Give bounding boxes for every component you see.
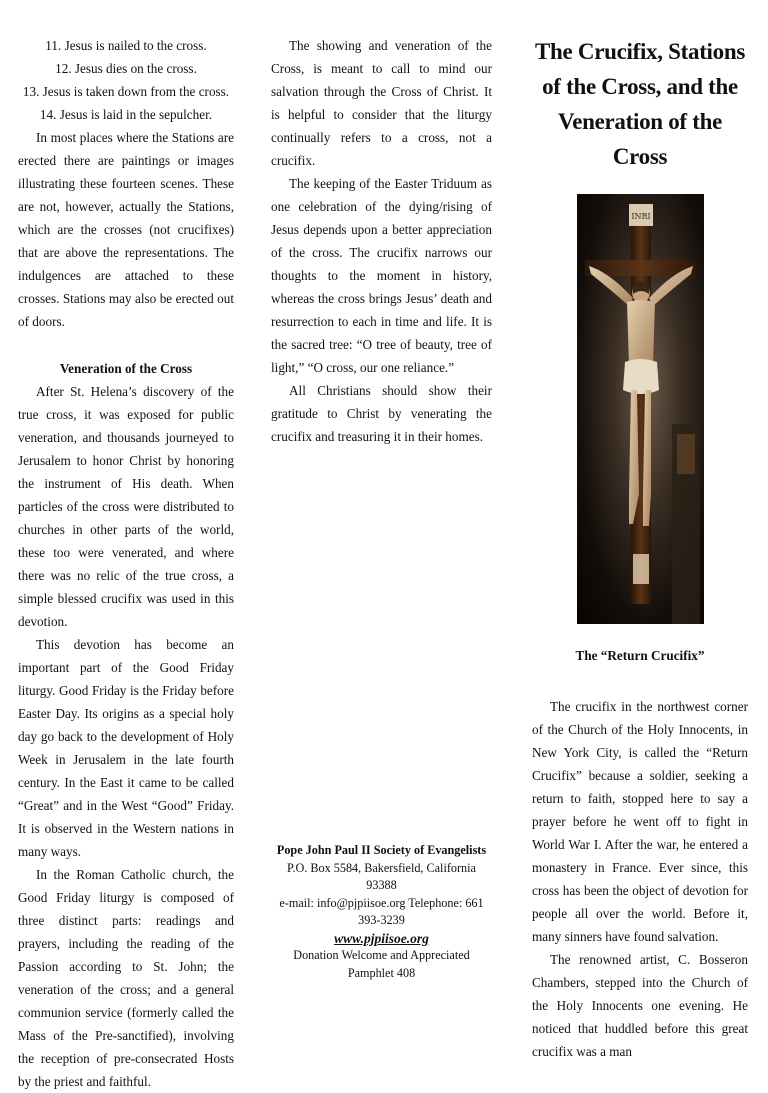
heading-veneration: Veneration of the Cross xyxy=(59,361,193,376)
inri-plaque: INRI xyxy=(630,212,651,221)
crucifix-photo xyxy=(577,194,704,624)
right-column xyxy=(532,34,748,1063)
photo-caption: The “Return Crucifix” xyxy=(575,648,705,663)
paragraph-return-crucifix: The crucifix in the northwest corner of the Church of the Holy Innocents, in New York City, is called the “Return Crucifix” because a soldier, seeking a return to faith, stopped here to say a prayer before he went off to fight in World War I. After the war, he entered a monastery in France. Ever since, this cross has been the object of devotion for people all over the world. Before it, many sinners have found salvation. xyxy=(532,699,748,944)
paragraph-stations: In most places where the Stations are erected there are paintings or images illustrating these fourteen scenes. These are not, however, actually the Stations, which are the crosses (not crucifixes) that are above the representations. The indulgences are attached to these crosses. Stations may also be erected out of doors. xyxy=(18,130,234,329)
crucifix-illustration xyxy=(577,194,704,624)
contact-line: e-mail: info@pjpiisoe.org Telephone: 661 393-3239 xyxy=(279,895,484,927)
pamphlet-title: The Crucifix, Stations of the Cross, and the Veneration of the Cross xyxy=(535,39,745,169)
paragraph-artist: The renowned artist, C. Bosseron Chambers, stepped into the Church of the Holy Innocents one evening. He noticed that huddled before this great crucifix was a man xyxy=(532,952,748,1059)
station-item-12: 12. Jesus dies on the cross. xyxy=(55,61,197,76)
paragraph-showing: The showing and veneration of the Cross, is meant to call to mind our salvation through the Cross of Christ. It is helpful to consider that the liturgy continually refers to a cross, not a crucifix. xyxy=(271,38,492,168)
left-column xyxy=(18,34,234,1093)
paragraph-good-friday: This devotion has become an important part of the Good Friday liturgy. Good Friday is the Friday before Easter Day. Its origins as a special holy day go back to the development of Holy Week in Jerusalem in the late fourth century. In the East it came to be called “Great” and in the West “Good” Friday. It is observed in the Western nations in many ways. xyxy=(18,637,234,859)
station-item-11: 11. Jesus is nailed to the cross. xyxy=(45,38,207,53)
station-item-14: 14. Jesus is laid in the sepulcher. xyxy=(39,107,213,122)
station-item-13: 13. Jesus is taken down from the cross. xyxy=(22,84,230,99)
middle-column xyxy=(271,34,492,448)
organization-name: Pope John Paul II Society of Evangelists xyxy=(276,843,487,857)
paragraph-triduum: The keeping of the Easter Triduum as one celebration of the dying/rising of Jesus depends upon a better appreciation of the cross. The crucifix narrows our thoughts to the moment in history, whereas the cross brings Jesus’ death and resurrection to each in time and life. It is the sacred tree: “O tree of beauty, tree of light,” “O cross, our one reliance.” xyxy=(271,176,492,375)
donation-note: Donation Welcome and Appreciated xyxy=(293,948,470,962)
pamphlet-number: Pamphlet 408 xyxy=(347,965,416,980)
paragraph-helena: After St. Helena’s discovery of the true cross, it was exposed for public veneration, and thousands journeyed to Jerusalem to honor Christ by honoring the instrument of His death. When particles of the cross were distributed to churches in other parts of the world, these too were venerated, and where there was no relic of the true cross, a simple blessed crucifix was used in this devotion. xyxy=(18,384,234,629)
contact-footer xyxy=(271,842,492,982)
website-link[interactable]: www.pjpiisoe.org xyxy=(334,930,429,946)
paragraph-gratitude: All Christians should show their gratitude to Christ by venerating the crucifix and treasuring it in their homes. xyxy=(271,383,492,444)
postal-address: P.O. Box 5584, Bakersfield, California 93388 xyxy=(287,860,476,892)
paragraph-roman-catholic: In the Roman Catholic church, the Good Friday liturgy is composed of three distinct parts: readings and prayers, including the reading of the Passion according to St. John; the veneration of the cross; and a general communion service (formerly called the Mass of the Pre-sanctified), involving the reception of pre-consecrated Hosts by the priest and faithful. xyxy=(18,867,234,1089)
